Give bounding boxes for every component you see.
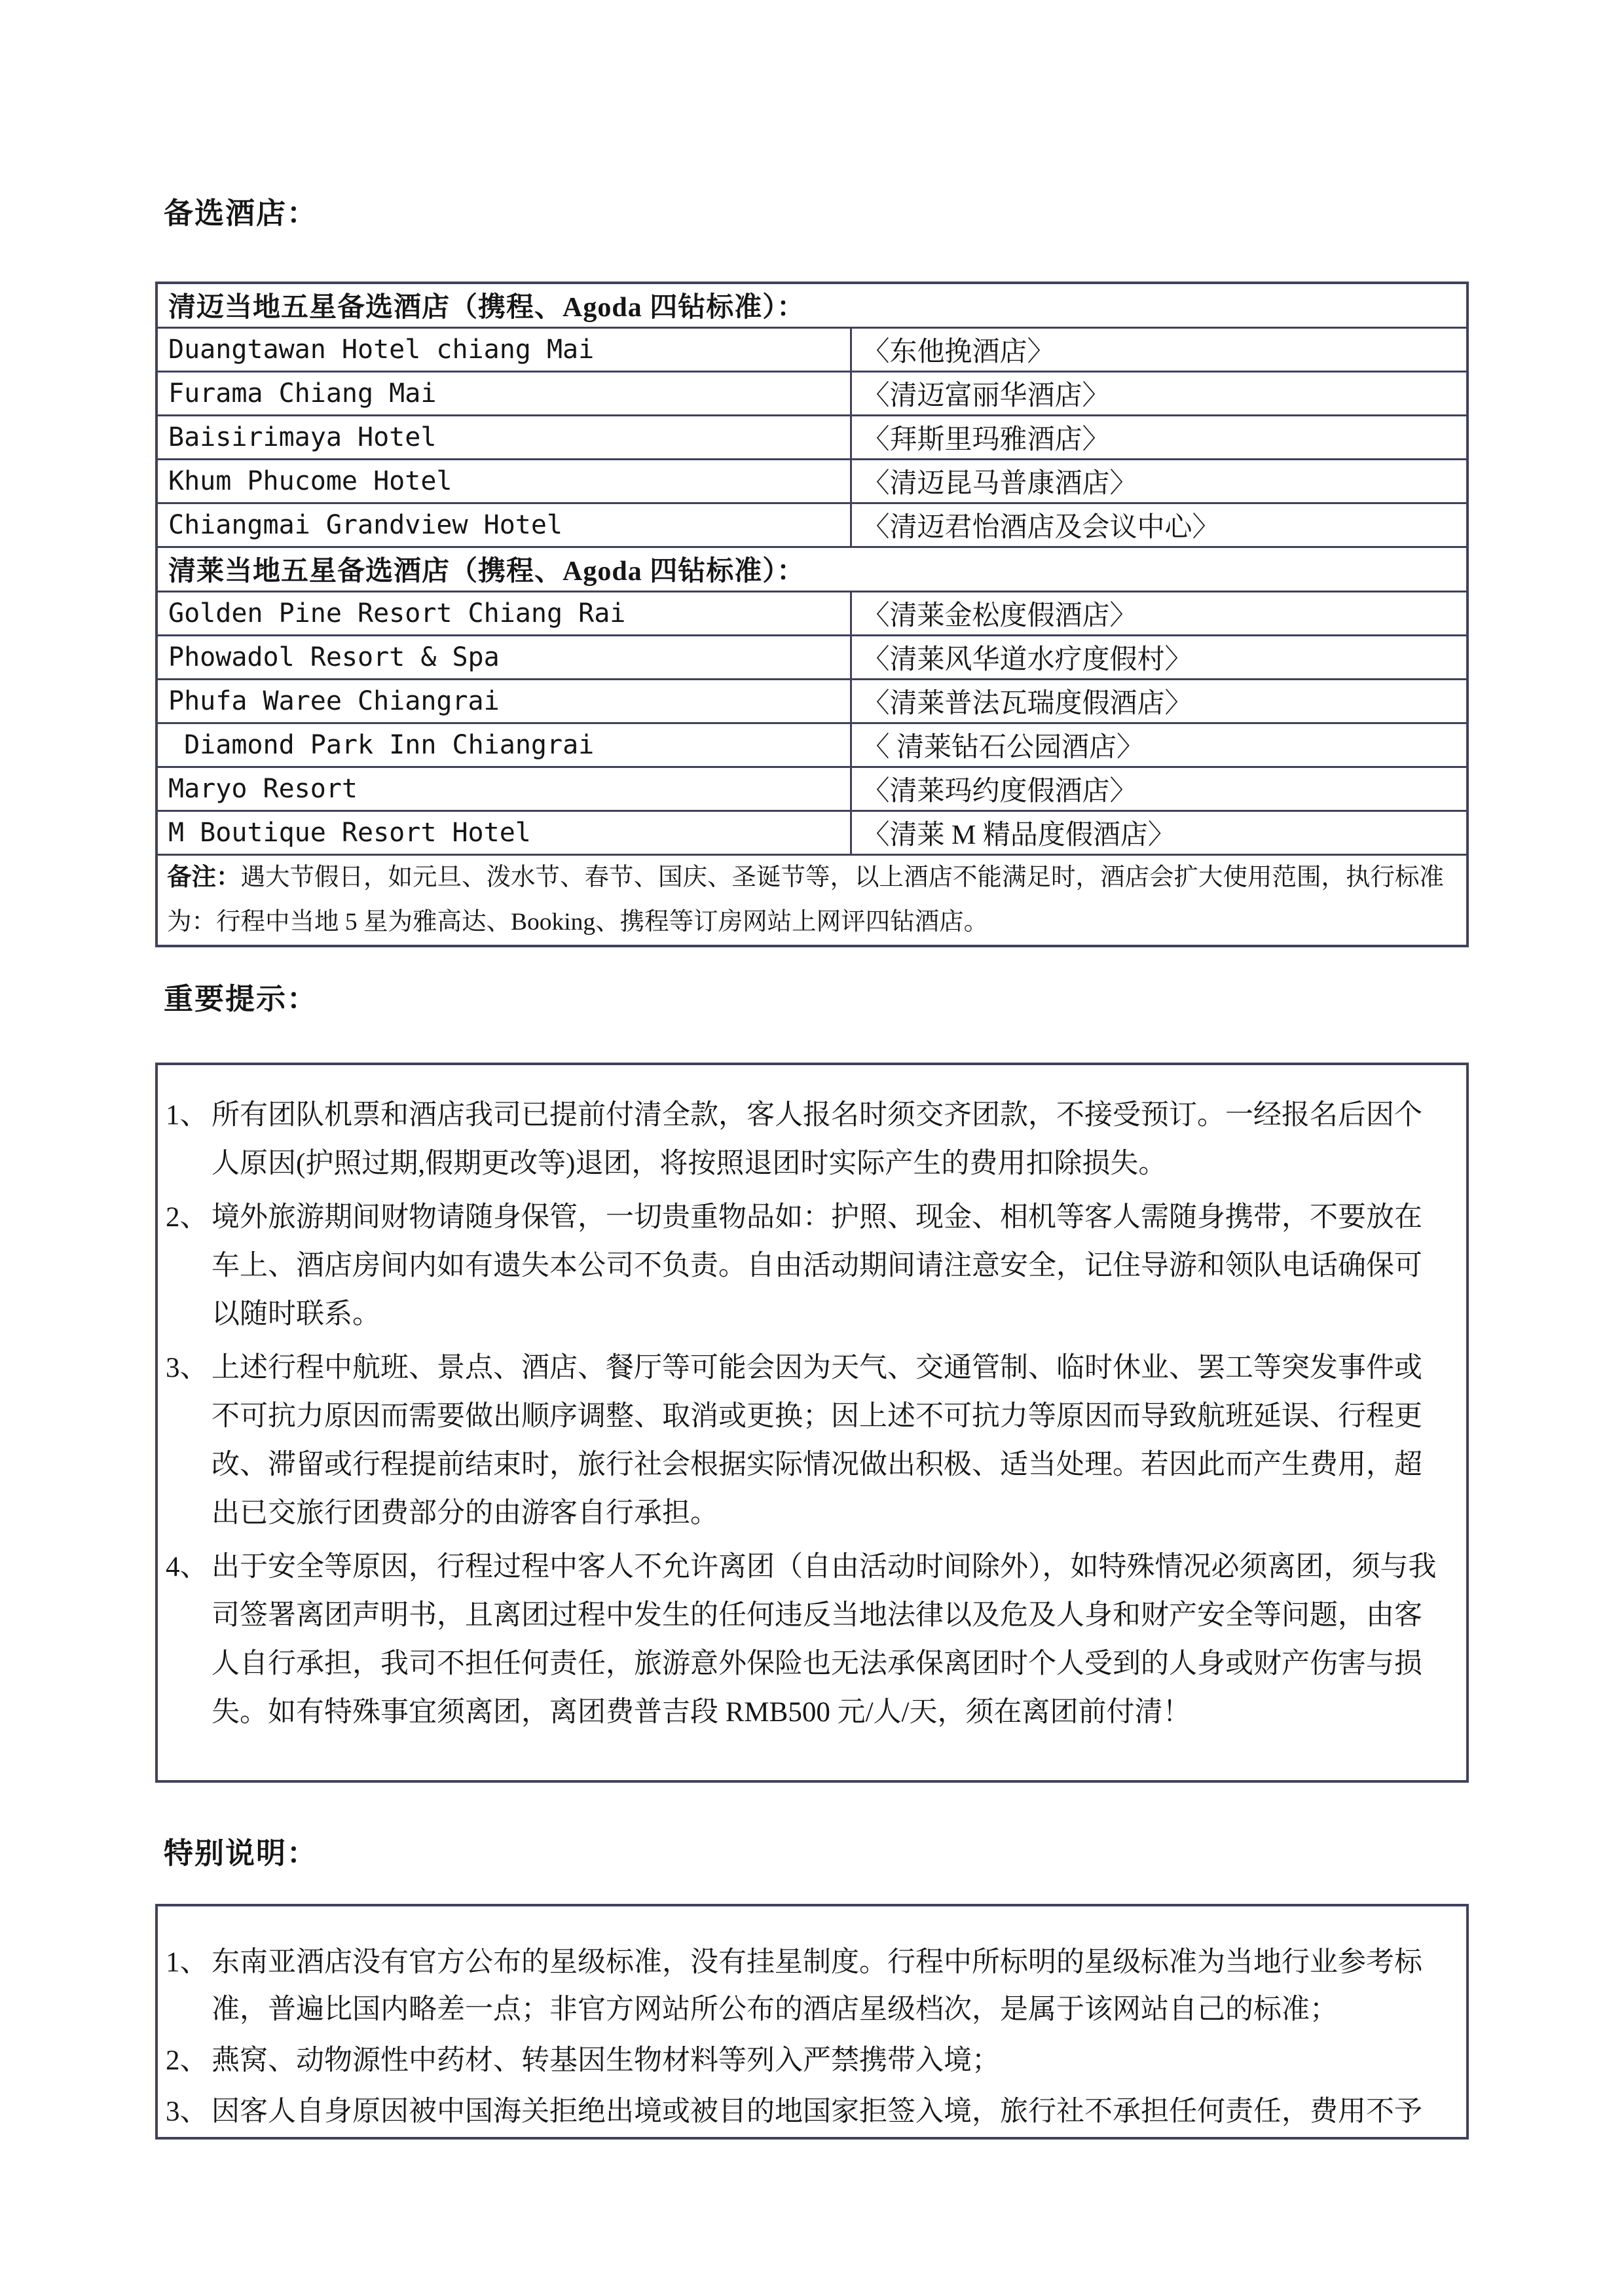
hotel-name-cn: 〈清莱普法瓦瑞度假酒店〉 [851,679,1467,723]
table-row [157,591,1467,635]
hotel-name-en: Khum Phucome Hotel [157,459,851,503]
hotel-name-en: Maryo Resort [157,767,851,811]
alt-hotels-table [155,282,1469,947]
hotel-name-en: Diamond Park Inn Chiangrai [157,723,851,767]
item-number: 3、 [166,1353,208,1383]
hotel-name-en: Duangtawan Hotel chiang Mai [157,327,851,371]
list-item [166,1344,1437,1538]
hotel-name-cn: 〈清莱玛约度假酒店〉 [851,767,1467,811]
hotel-name-en: Chiangmai Grandview Hotel [157,503,851,547]
item-text: 境外旅游期间财物请随身保管，一切贵重物品如：护照、现金、相机等客人需随身携带，不要放在车上、酒店房间内如有遗失本公司不负责。自由活动期间请注意安全，记住导游和领队电话确保可以随时联系。 [212,1202,1422,1330]
item-text: 出于安全等原因，行程过程中客人不允许离团（自由活动时间除外），如特殊情况必须离团，须与我司签署离团声明书，且离团过程中发生的任何违反当地法律以及危及人身和财产安全等问题，由客人自行承担，我司不担任何责任，旅游意外保险也无法承保离团时个人受到的人身或财产伤害与损失。如有特殊事宜须离团，离团费普吉段 RMB500 元/人/天，须在离团前付清！ [212,1552,1437,1728]
hotel-name-en: Golden Pine Resort Chiang Rai [157,591,851,635]
hotel-name-cn: 〈清莱金松度假酒店〉 [851,591,1467,635]
item-text: 东南亚酒店没有官方公布的星级标准，没有挂星制度。行程中所标明的星级标准为当地行业参考标准，普遍比国内略差一点；非官方网站所公布的酒店星级档次，是属于该网站自己的标准； [212,1947,1422,2025]
table-row [157,459,1467,503]
section-title-alt-hotels: 备选酒店： [164,196,318,230]
hotel-name-cn: 〈清迈君怡酒店及会议中心〉 [851,503,1467,547]
table-section-row [157,547,1467,591]
table-row [157,371,1467,415]
hotel-name-cn: 〈清莱风华道水疗度假村〉 [851,635,1467,679]
table-row [157,503,1467,547]
table-row [157,635,1467,679]
section-title-special: 特别说明： [164,1836,318,1870]
section-title-important: 重要提示： [164,982,318,1015]
list-item [166,1543,1437,1737]
special-notes-box [155,1904,1469,2140]
list-item [166,1194,1437,1339]
table-note-cell [157,854,1467,946]
hotel-name-en: Furama Chiang Mai [157,371,851,415]
hotel-name-en: M Boutique Resort Hotel [157,811,851,854]
list-item [166,1939,1437,2033]
table-row [157,679,1467,723]
hotel-name-cn: 〈清迈富丽华酒店〉 [851,371,1467,415]
table-row [157,327,1467,371]
table-row [157,767,1467,811]
hotel-name-cn: 〈清迈昆马普康酒店〉 [851,459,1467,503]
item-number: 2、 [166,2045,208,2076]
item-number: 3、 [166,2096,208,2127]
hotel-name-cn: 〈清莱 M 精品度假酒店〉 [851,811,1467,854]
item-text: 上述行程中航班、景点、酒店、餐厅等可能会因为天气、交通管制、临时休业、罢工等突发事件或不可抗力原因而需要做出顺序调整、取消或更换；因上述不可抗力等原因而导致航班延误、行程更改、滞留或行程提前结束时，旅行社会根据实际情况做出积极、适当处理。若因此而产生费用，超出已交旅行团费部分的由游客自行承担。 [212,1353,1422,1529]
item-number: 4、 [166,1552,208,1582]
table-row [157,415,1467,459]
hotel-name-en: Baisirimaya Hotel [157,415,851,459]
table-section-header-chiangmai: 清迈当地五星备选酒店（携程、Agoda 四钻标准）： [157,283,1467,327]
item-number: 2、 [166,1202,208,1233]
note-text: 遇大节假日，如元旦、泼水节、春节、国庆、圣诞节等，以上酒店不能满足时，酒店会扩大使用范围，执行标准为：行程中当地 5 星为雅高达、Booking、携程等订房网站上网评四钻酒店。 [167,864,1444,936]
table-row [157,723,1467,767]
note-label: 备注： [167,864,241,891]
table-note-row [157,854,1467,946]
hotel-name-cn: 〈拜斯里玛雅酒店〉 [851,415,1467,459]
important-notes-box [155,1063,1469,1783]
list-item [166,2088,1437,2136]
table-row [157,811,1467,854]
item-text: 所有团队机票和酒店我司已提前付清全款，客人报名时须交齐团款，不接受预订。一经报名后因个人原因(护照过期,假期更改等)退团，将按照退团时实际产生的费用扣除损失。 [212,1100,1422,1179]
table-section-header-chiangrai: 清莱当地五星备选酒店（携程、Agoda 四钻标准）： [157,547,1467,591]
list-item [166,1091,1437,1188]
hotel-name-en: Phowadol Resort & Spa [157,635,851,679]
list-item [166,2037,1437,2085]
item-number: 1、 [166,1100,208,1131]
hotel-name-cn: 〈 清莱钻石公园酒店〉 [851,723,1467,767]
item-text: 因客人自身原因被中国海关拒绝出境或被目的地国家拒签入境，旅行社不承担任何责任，费用不予 [212,2096,1422,2127]
hotel-name-en: Phufa Waree Chiangrai [157,679,851,723]
hotel-name-cn: 〈东他挽酒店〉 [851,327,1467,371]
item-number: 1、 [166,1947,208,1978]
item-text: 燕窝、动物源性中药材、转基因生物材料等列入严禁携带入境； [212,2045,1000,2076]
table-section-row [157,283,1467,327]
